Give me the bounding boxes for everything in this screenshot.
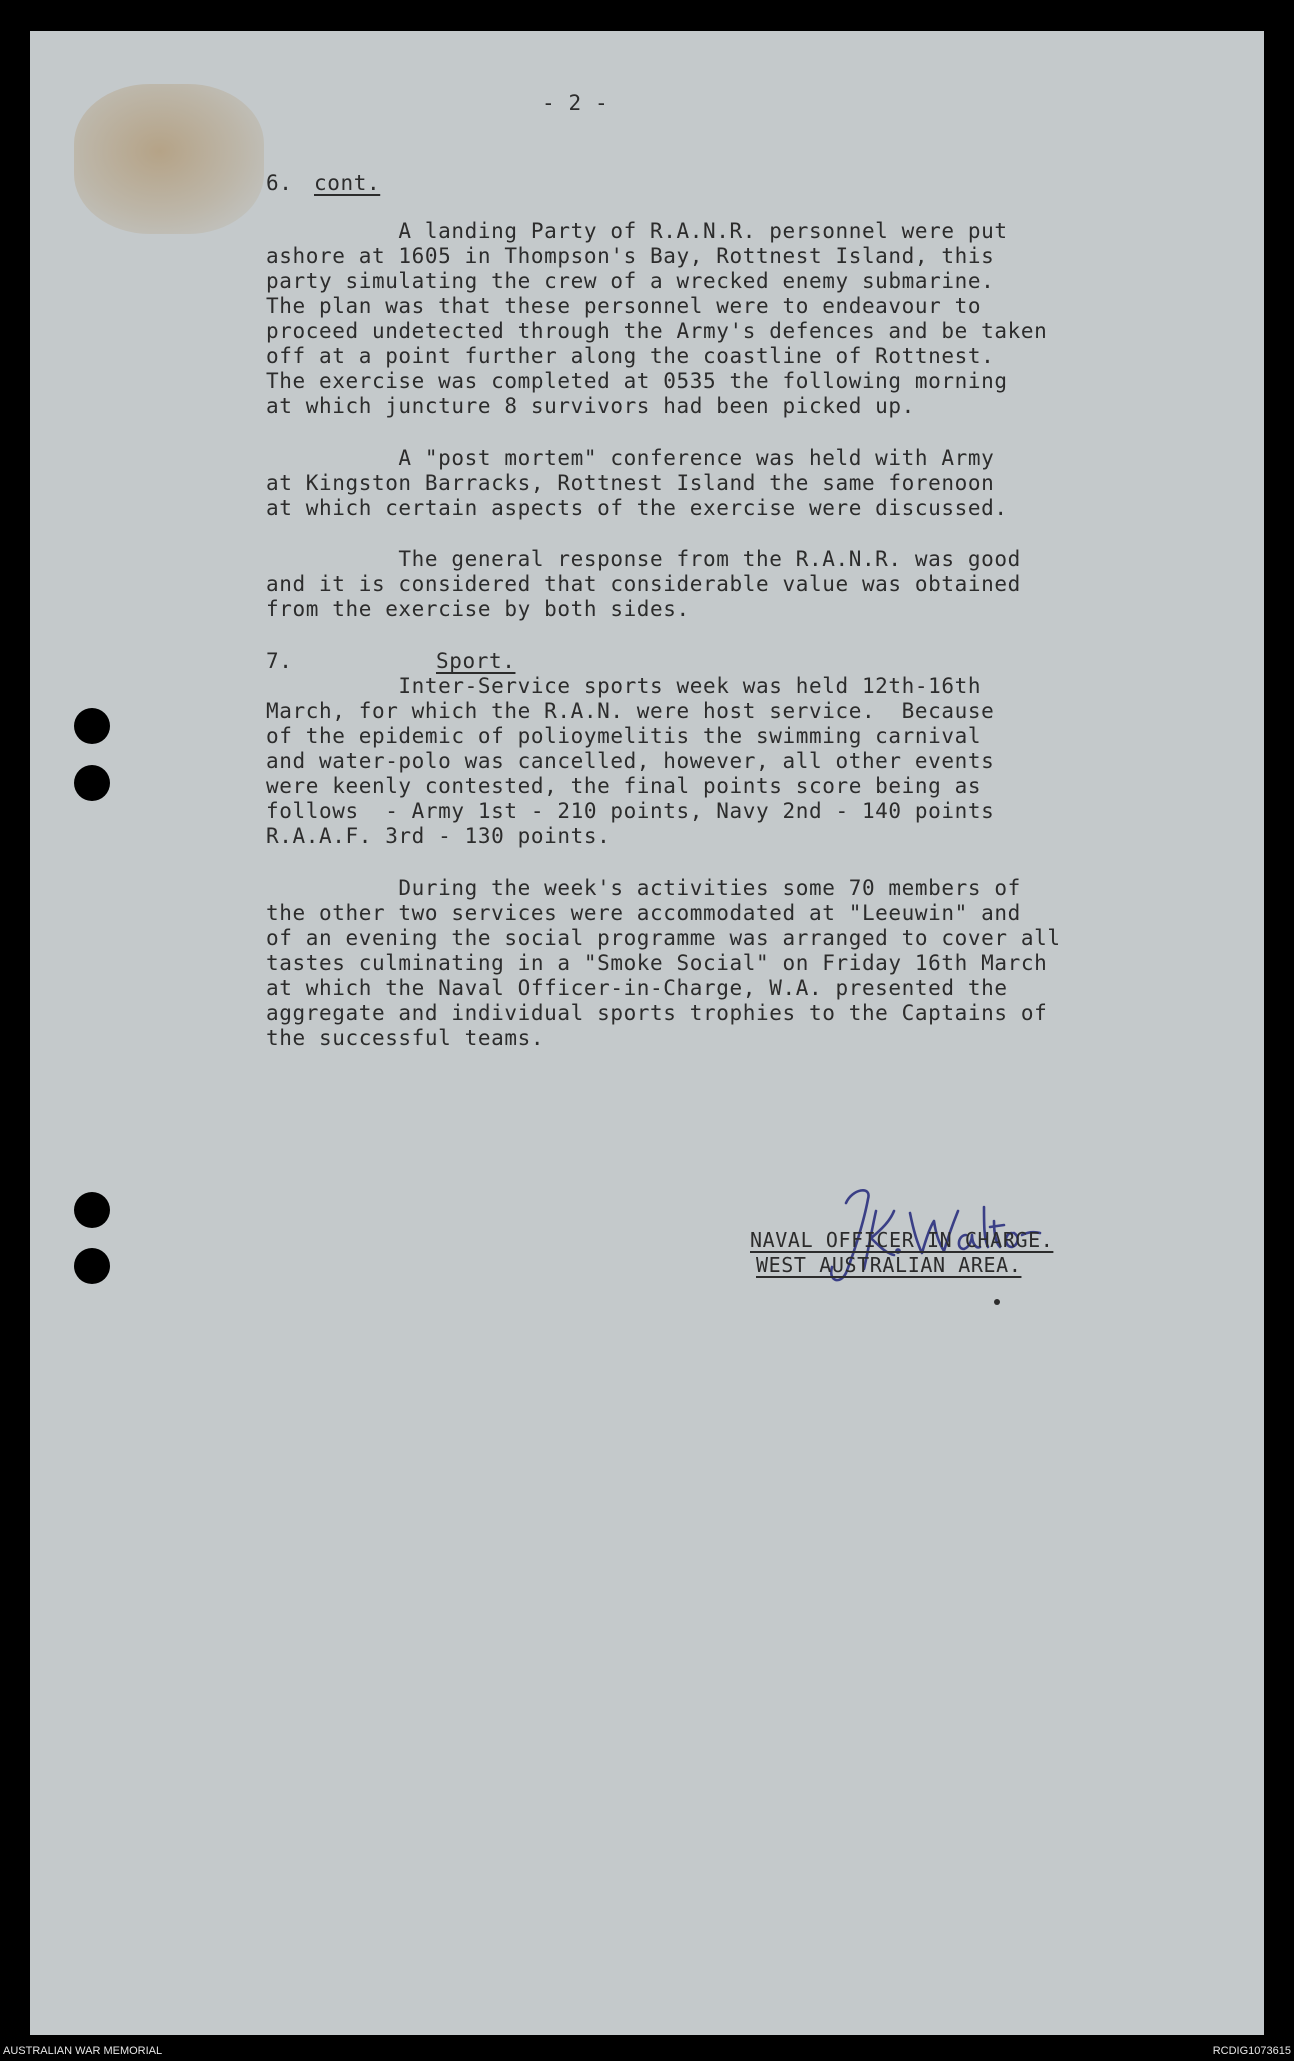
ink-dot (994, 1299, 1000, 1305)
section-6-number: 6. (266, 171, 293, 195)
section-6-paragraph-1: A landing Party of R.A.N.R. personnel were put ashore at 1605 in Thompson's Bay, Rottnest Island, this party simulating the crew of a wrecked enemy submarine. The plan was that these personnel were to endeavour to proceed undetected through the Army's defences and be taken off at a point further along the coastline of Rottnest. The exercise was completed at 0535 the following morning at which juncture 8 survivors had been picked up. (266, 219, 1048, 418)
section-7-number: 7. (266, 649, 293, 673)
punch-hole (74, 765, 110, 801)
footer-record-id: RCDIG1073615 (1212, 2045, 1291, 2057)
section-6-heading: cont. (314, 171, 381, 195)
footer-source: AUSTRALIAN WAR MEMORIAL (3, 2045, 163, 2057)
signature-title-line-2: WEST AUSTRALIAN AREA. (756, 1253, 1022, 1277)
document-page (30, 31, 1264, 2035)
punch-hole (74, 1192, 110, 1228)
punch-hole (74, 708, 110, 744)
section-7-heading: Sport. (436, 649, 516, 673)
section-6-paragraph-3: The general response from the R.A.N.R. was good and it is considered that considerable value was obtained from the exercise by both sides. (266, 547, 1021, 621)
section-7-paragraph-1: Inter-Service sports week was held 12th-16th March, for which the R.A.N. were host service. Because of the epidemic of polioymelitis the swimming carnival and water-polo was cancelled, however, all other events were keenly contested, the final points score being as follows - Army 1st - 210 points, Navy 2nd - 140 points R.A.A.F. 3rd - 130 points. (266, 674, 995, 848)
section-6-paragraph-2: A "post mortem" conference was held with Army at Kingston Barracks, Rottnest Island the same forenoon at which certain aspects of the exercise were discussed. (266, 446, 1008, 520)
paper-stain (74, 84, 264, 234)
section-7-paragraph-2: During the week's activities some 70 members of the other two services were accommodated at "Leeuwin" and of an evening the social programme was arranged to cover all tastes culminating in a "Smoke Social" on Friday 16th March at which the Naval Officer-in-Charge, W.A. presented the aggregate and individual sports trophies to the Captains of the successful teams. (266, 876, 1061, 1050)
punch-hole (74, 1248, 110, 1284)
page-number: - 2 - (542, 91, 609, 115)
signature-title-line-1: NAVAL OFFICER IN CHARGE. (750, 1228, 1054, 1252)
footer (0, 2043, 1294, 2061)
